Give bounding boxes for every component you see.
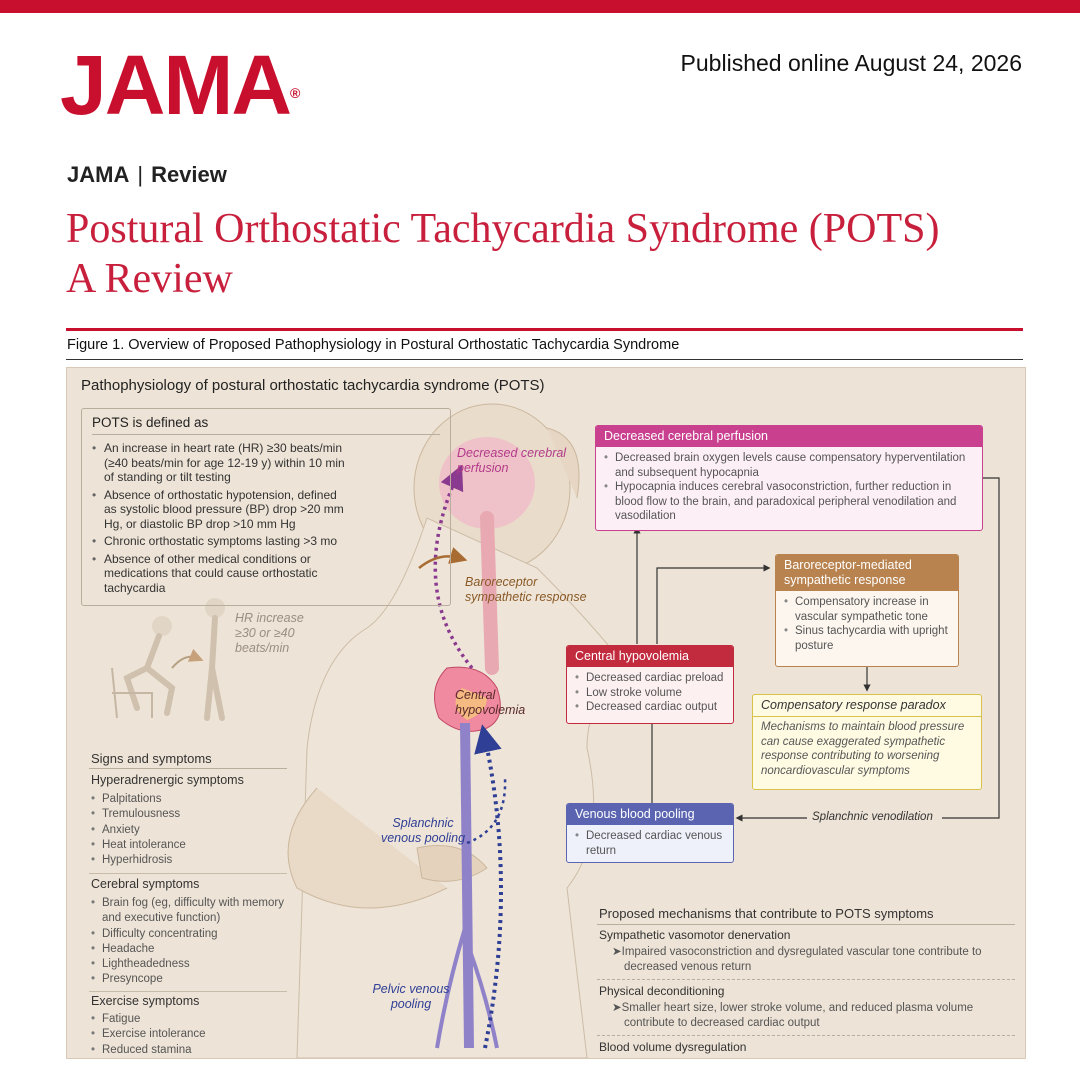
box-title: Baroreceptor-mediated sympathetic response [776,555,958,591]
box-title: Venous blood pooling [567,804,733,825]
definition-item: • An increase in heart rate (HR) ≥30 beats/min (≥40 beats/min for age 12-19 y) within 10 min of standing or tilt testing [92,441,352,485]
box-title: Compensatory response paradox [753,695,981,717]
published-date: Published online August 24, 2026 [680,50,1022,76]
box-item: • Decreased brain oxygen levels cause compensatory hyperventilation and subsequent hypocapnia [604,451,974,480]
mechanism-divider [597,1035,1015,1036]
box-list [567,667,733,719]
symptom-category-title: Cerebral symptoms [91,877,200,891]
hr-increase-label: HR increase ≥30 or ≥40 beats/min [235,611,304,655]
figure-panel [66,367,1026,1059]
definition-rule [92,434,440,435]
mechanism-desc: ➤Smaller heart size, lower stroke volume, and reduced plasma volume contribute to decreased cardiac output [612,1002,974,1029]
definition-item: • Chronic orthostatic symptoms lasting >3 mo [92,534,352,549]
definition-box [81,408,451,606]
central-hypovolemia-box [566,645,734,724]
box-list [596,447,982,528]
sit-to-stand-figures [112,598,225,718]
box-list [776,591,958,657]
definition-item: • Absence of orthostatic hypotension, defined as systolic blood pressure (BP) drop >20 mm Hg, or diastolic BP drop >10 mm Hg [92,488,352,532]
mechanism-title: Sympathetic vasomotor denervation [599,928,791,942]
symptom-item: • Headache [91,942,291,957]
definition-item: • Absence of other medical conditions or medications that could cause orthostatic tachycardia [92,552,352,596]
box-item: • Low stroke volume [575,686,725,701]
box-item: • Compensatory increase in vascular sympathetic tone [784,595,950,624]
box-title: Central hypovolemia [567,646,733,667]
mechanisms-heading: Proposed mechanisms that contribute to POTS symptoms [599,906,934,921]
baroreceptor-box [775,554,959,667]
box-item: • Hypocapnia induces cerebral vasoconstriction, further reduction in blood flow to the brain, and paradoxical peripheral venodilation and vasodilation [604,480,974,524]
box-list [567,825,733,862]
baroreceptor-label: Baroreceptor sympathetic response [465,575,587,604]
mechanism-title: Physical deconditioning [599,984,725,998]
symptom-item: • Reduced stamina [91,1043,291,1058]
box-item: • Sinus tachycardia with upright posture [784,624,950,653]
jama-logo: JAMA® [60,38,301,132]
symptom-item: • Exercise intolerance [91,1027,291,1042]
symptom-item: • Palpitations [91,792,291,807]
cerebral-perfusion-box [595,425,983,531]
splanchnic-venodilation-label: Splanchnic venodilation [809,810,936,825]
figure-caption-rule [66,359,1023,360]
category-rule [89,873,287,874]
figure-caption: Figure 1. Overview of Proposed Pathophysiology in Postural Orthostatic Tachycardia Syndrome [67,337,680,353]
journal-name: JAMA [67,162,130,187]
article-section: Review [151,162,227,187]
mechanism-divider [597,979,1015,980]
splanchnic-pooling-label: Splanchnic venous pooling [380,816,466,845]
signs-rule [89,768,287,769]
symptom-item: • Fatigue [91,1012,291,1027]
symptom-item: • Anxiety [91,823,291,838]
box-item: • Decreased cardiac output [575,700,725,715]
box-item: • Decreased cardiac preload [575,671,725,686]
pelvic-pooling-label: Pelvic venous pooling [372,982,450,1011]
box-title: Decreased cerebral perfusion [596,426,982,447]
symptom-list [91,896,291,988]
panel-title: Pathophysiology of postural orthostatic tachycardia syndrome (POTS) [81,377,545,394]
box-text: Mechanisms to maintain blood pressure can cause exaggerated sympathetic response contributing to worsening noncardiovascular symptoms [761,721,965,777]
mechanisms-rule [597,924,1015,925]
symptom-category-title: Hyperadrenergic symptoms [91,773,244,787]
mechanism-desc: ➤Impaired vasoconstriction and dysregulated vascular tone contribute to decreased venous return [612,946,982,973]
venous-pooling-box [566,803,734,863]
mechanism-title: Blood volume dysregulation [599,1040,747,1054]
signs-heading: Signs and symptoms [91,751,212,766]
symptom-item: • Brain fog (eg, difficulty with memory and executive function) [91,896,291,927]
symptom-item: • Presyncope [91,972,291,987]
compensatory-paradox-box [752,694,982,790]
symptom-item: • Tremulousness [91,807,291,822]
symptom-item: • Lightheadedness [91,957,291,972]
symptom-item: • Difficulty concentrating [91,927,291,942]
box-item: • Decreased cardiac venous return [575,829,725,858]
figure-top-rule [66,328,1023,331]
category-rule [89,991,287,992]
symptom-list [91,792,291,868]
article-kicker: JAMA | Review [67,162,227,187]
definition-heading: POTS is defined as [92,415,209,430]
definition-list [92,441,352,598]
symptom-category-title: Exercise symptoms [91,994,200,1008]
symptom-item: • Heat intolerance [91,838,291,853]
decreased-perfusion-label: Decreased cerebral perfusion [457,446,567,475]
article-title: Postural Orthostatic Tachycardia Syndrome (POTS) A Review [66,206,940,302]
central-hypovolemia-label: Central hypovolemia [455,688,526,717]
symptom-item: • Hyperhidrosis [91,853,291,868]
top-accent-bar [0,0,1080,13]
symptom-list [91,1012,291,1058]
